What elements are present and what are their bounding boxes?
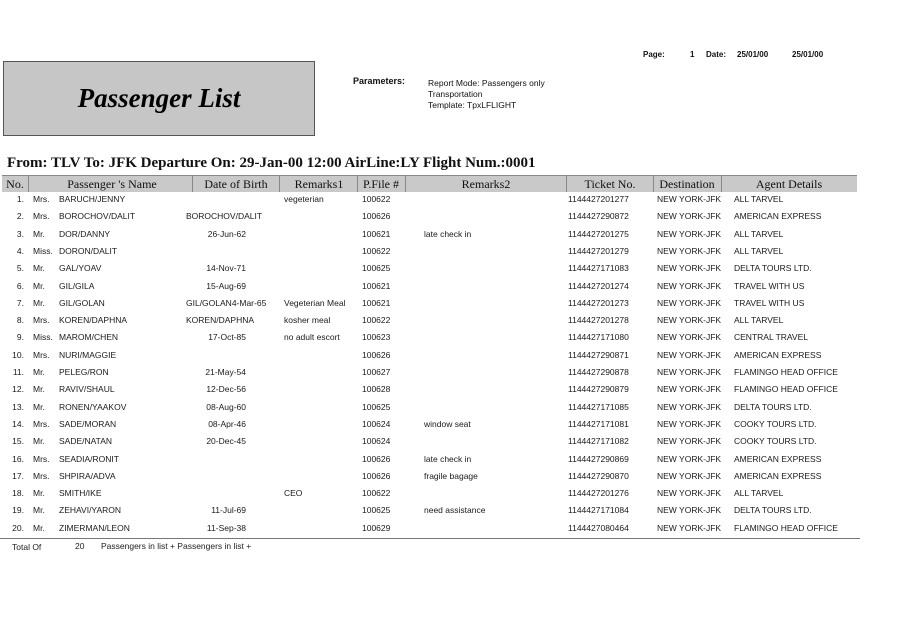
cell-destination: NEW YORK-JFK xyxy=(657,453,722,464)
cell-destination: NEW YORK-JFK xyxy=(657,194,722,204)
cell-destination: NEW YORK-JFK xyxy=(657,522,722,533)
cell-title: Mr. xyxy=(33,488,45,499)
table-row xyxy=(0,194,900,211)
cell-no: 5. xyxy=(16,263,24,274)
cell-dob: 08-Apr-46 xyxy=(208,418,246,429)
cell-destination: NEW YORK-JFK xyxy=(657,488,722,499)
cell-no: 18. xyxy=(12,488,24,499)
cell-ticket: 1144427171080 xyxy=(568,332,629,343)
cell-destination: NEW YORK-JFK xyxy=(657,436,722,447)
cell-no: 1. xyxy=(16,194,24,204)
cell-no: 16. xyxy=(12,453,24,464)
column-header-name: Passenger 's Name xyxy=(67,177,157,191)
cell-no: 3. xyxy=(16,228,24,239)
table-row xyxy=(0,246,900,263)
cell-dob: GIL/GOLAN4-Mar-65 xyxy=(186,297,267,308)
cell-agent: AMERICAN EXPRESS xyxy=(734,470,822,481)
cell-title: Mrs. xyxy=(33,349,50,360)
page-label: Page: xyxy=(643,50,665,59)
cell-pfile: 100622 xyxy=(362,245,391,256)
cell-ticket: 1144427290879 xyxy=(568,384,629,395)
cell-name: SADE/MORAN xyxy=(59,418,117,429)
cell-agent: TRAVEL WITH US xyxy=(734,297,805,308)
table-row xyxy=(0,350,900,367)
cell-pfile: 100625 xyxy=(362,505,391,516)
table-row xyxy=(0,488,900,505)
cell-agent: FLAMINGO HEAD OFFICE xyxy=(734,367,838,377)
column-header-no: No. xyxy=(6,177,24,191)
cell-name: DORON/DALIT xyxy=(59,245,118,256)
cell-ticket: 1144427201277 xyxy=(568,194,629,204)
cell-dob: 12-Dec-56 xyxy=(206,384,246,395)
cell-ticket: 1144427290878 xyxy=(568,367,629,377)
cell-no: 13. xyxy=(12,401,24,412)
cell-destination: NEW YORK-JFK xyxy=(657,349,722,360)
parameter-line: Report Mode: Passengers only xyxy=(428,78,545,88)
flight-route-line: From: TLV To: JFK Departure On: 29-Jan-00 12:00 AirLine:LY Flight Num.:0001 xyxy=(7,155,536,171)
cell-name: RONEN/YAAKOV xyxy=(59,401,127,412)
cell-name: SADE/NATAN xyxy=(59,436,113,447)
cell-no: 19. xyxy=(12,505,24,516)
cell-pfile: 100621 xyxy=(362,280,391,291)
cell-remarks1: vegeterian xyxy=(284,194,324,204)
table-row xyxy=(0,402,900,419)
cell-remarks1: CEO xyxy=(284,488,303,499)
table-row xyxy=(0,332,900,349)
cell-agent: AMERICAN EXPRESS xyxy=(734,349,822,360)
cell-name: ZIMERMAN/LEON xyxy=(59,522,130,533)
cell-pfile: 100624 xyxy=(362,436,391,447)
cell-ticket: 1144427171082 xyxy=(568,436,629,447)
cell-no: 6. xyxy=(16,280,24,291)
cell-no: 10. xyxy=(12,349,24,360)
cell-remarks2: window seat xyxy=(424,418,471,429)
cell-ticket: 1144427171083 xyxy=(568,263,629,274)
cell-destination: NEW YORK-JFK xyxy=(657,297,722,308)
cell-title: Mrs. xyxy=(33,211,50,222)
cell-no: 17. xyxy=(12,470,24,481)
cell-no: 14. xyxy=(12,418,24,429)
cell-agent: ALL TARVEL xyxy=(734,245,784,256)
cell-destination: NEW YORK-JFK xyxy=(657,401,722,412)
cell-title: Mrs. xyxy=(33,194,50,204)
cell-agent: ALL TARVEL xyxy=(734,228,784,239)
cell-agent: ALL TARVEL xyxy=(734,315,784,326)
cell-agent: DELTA TOURS LTD. xyxy=(734,401,812,412)
cell-title: Mr. xyxy=(33,522,45,533)
cell-ticket: 1144427171081 xyxy=(568,418,629,429)
cell-agent: COOKY TOURS LTD. xyxy=(734,418,817,429)
cell-agent: FLAMINGO HEAD OFFICE xyxy=(734,522,838,533)
cell-title: Mr. xyxy=(33,401,45,412)
cell-agent: ALL TARVEL xyxy=(734,488,784,499)
cell-destination: NEW YORK-JFK xyxy=(657,211,722,222)
cell-ticket: 1144427201274 xyxy=(568,280,629,291)
column-header-agent: Agent Details xyxy=(755,177,823,191)
cell-remarks2: fragile bagage xyxy=(424,470,478,481)
cell-pfile: 100622 xyxy=(362,488,391,499)
cell-pfile: 100626 xyxy=(362,349,391,360)
cell-agent: AMERICAN EXPRESS xyxy=(734,453,822,464)
cell-pfile: 100621 xyxy=(362,228,391,239)
cell-name: GIL/GOLAN xyxy=(59,297,105,308)
cell-ticket: 1144427201275 xyxy=(568,228,629,239)
cell-name: MAROM/CHEN xyxy=(59,332,119,343)
cell-name: ZEHAVI/YARON xyxy=(59,505,122,516)
cell-dob: 17-Oct-85 xyxy=(208,332,246,343)
cell-no: 2. xyxy=(16,211,24,222)
total-count: 20 xyxy=(75,541,85,551)
cell-name: BARUCH/JENNY xyxy=(59,194,126,204)
cell-name: BOROCHOV/DALIT xyxy=(59,211,136,222)
cell-pfile: 100626 xyxy=(362,453,391,464)
title-box xyxy=(3,61,315,136)
cell-agent: AMERICAN EXPRESS xyxy=(734,211,822,222)
cell-destination: NEW YORK-JFK xyxy=(657,505,722,516)
cell-ticket: 1144427171084 xyxy=(568,505,629,516)
cell-pfile: 100624 xyxy=(362,418,391,429)
date-value-2: 25/01/00 xyxy=(792,50,824,59)
cell-destination: NEW YORK-JFK xyxy=(657,418,722,429)
page-number: 1 xyxy=(690,50,695,59)
total-label: Total Of xyxy=(12,542,42,552)
cell-no: 9. xyxy=(16,332,24,343)
cell-destination: NEW YORK-JFK xyxy=(657,315,722,326)
total-text: Passengers in list + Passengers in list + xyxy=(101,541,252,551)
cell-title: Mr. xyxy=(33,263,45,274)
cell-ticket: 1144427290870 xyxy=(568,470,629,481)
cell-no: 7. xyxy=(16,297,24,308)
cell-dob: 21-May-54 xyxy=(205,367,246,377)
table-row xyxy=(0,211,900,228)
cell-ticket: 1144427201278 xyxy=(568,315,629,326)
divider xyxy=(0,538,860,539)
cell-dob: 20-Dec-45 xyxy=(206,436,246,447)
cell-no: 15. xyxy=(12,436,24,447)
cell-destination: NEW YORK-JFK xyxy=(657,280,722,291)
cell-no: 4. xyxy=(16,245,24,256)
cell-remarks1: kosher meal xyxy=(284,315,331,326)
parameters-label: Parameters: xyxy=(353,76,406,86)
cell-title: Mr. xyxy=(33,297,45,308)
cell-title: Mrs. xyxy=(33,418,50,429)
cell-name: NURI/MAGGIE xyxy=(59,349,117,360)
cell-dob: BOROCHOV/DALIT xyxy=(186,211,263,222)
table-row xyxy=(0,454,900,471)
cell-title: Mr. xyxy=(33,367,45,377)
cell-destination: NEW YORK-JFK xyxy=(657,245,722,256)
column-header-remarks1: Remarks1 xyxy=(294,177,344,191)
cell-dob: 11-Sep-38 xyxy=(206,522,246,533)
table-row xyxy=(0,367,900,384)
table-row xyxy=(0,298,900,315)
cell-pfile: 100629 xyxy=(362,522,391,533)
table-row xyxy=(0,384,900,401)
table-row xyxy=(0,436,900,453)
column-header-destination: Destination xyxy=(659,177,715,191)
table-row xyxy=(0,263,900,280)
cell-name: KOREN/DAPHNA xyxy=(59,315,128,326)
cell-title: Mr. xyxy=(33,384,45,395)
cell-ticket: 1144427290869 xyxy=(568,453,629,464)
cell-agent: CENTRAL TRAVEL xyxy=(734,332,809,343)
cell-title: Mrs. xyxy=(33,470,50,481)
cell-ticket: 1144427290872 xyxy=(568,211,629,222)
cell-title: Miss. xyxy=(33,245,53,256)
column-header-remarks2: Remarks2 xyxy=(461,177,511,191)
cell-name: SHPIRA/ADVA xyxy=(59,470,116,481)
cell-no: 12. xyxy=(12,384,24,395)
cell-ticket: 1144427201273 xyxy=(568,297,629,308)
cell-ticket: 1144427171085 xyxy=(568,401,629,412)
cell-name: SMITH/IKE xyxy=(59,488,102,499)
cell-remarks2: late check in xyxy=(424,228,472,239)
cell-pfile: 100626 xyxy=(362,470,391,481)
cell-ticket: 1144427290871 xyxy=(568,349,629,360)
cell-pfile: 100623 xyxy=(362,332,391,343)
table-row xyxy=(0,281,900,298)
cell-title: Mr. xyxy=(33,436,45,447)
cell-pfile: 100628 xyxy=(362,384,391,395)
cell-destination: NEW YORK-JFK xyxy=(657,228,722,239)
parameter-line: Transportation xyxy=(428,89,483,99)
cell-remarks1: no adult escort xyxy=(284,332,340,343)
cell-name: SEADIA/RONIT xyxy=(59,453,119,464)
cell-ticket: 1144427201279 xyxy=(568,245,629,256)
cell-pfile: 100621 xyxy=(362,297,391,308)
cell-title: Miss. xyxy=(33,332,53,343)
cell-destination: NEW YORK-JFK xyxy=(657,384,722,395)
cell-no: 20. xyxy=(12,522,24,533)
page-title: Passenger List xyxy=(77,83,241,113)
table-row xyxy=(0,505,900,522)
cell-pfile: 100625 xyxy=(362,263,391,274)
cell-title: Mr. xyxy=(33,228,45,239)
cell-name: GAL/YOAV xyxy=(59,263,102,274)
cell-dob: 26-Jun-62 xyxy=(207,228,246,239)
cell-no: 8. xyxy=(16,315,24,326)
column-header-dob: Date of Birth xyxy=(204,177,268,191)
cell-destination: NEW YORK-JFK xyxy=(657,332,722,343)
cell-agent: FLAMINGO HEAD OFFICE xyxy=(734,384,838,395)
cell-title: Mrs. xyxy=(33,453,50,464)
cell-destination: NEW YORK-JFK xyxy=(657,470,722,481)
table-header xyxy=(2,175,857,192)
cell-dob: KOREN/DAPHNA xyxy=(186,315,255,326)
cell-pfile: 100627 xyxy=(362,367,391,377)
table-row xyxy=(0,419,900,436)
cell-agent: DELTA TOURS LTD. xyxy=(734,505,812,516)
cell-no: 11. xyxy=(12,367,24,377)
cell-name: GIL/GILA xyxy=(59,280,95,291)
cell-name: RAVIV/SHAUL xyxy=(59,384,115,395)
cell-dob: 15-Aug-69 xyxy=(206,280,246,291)
cell-title: Mr. xyxy=(33,280,45,291)
cell-title: Mr. xyxy=(33,505,45,516)
date-label: Date: xyxy=(706,50,727,59)
cell-name: PELEG/RON xyxy=(59,367,109,377)
cell-destination: NEW YORK-JFK xyxy=(657,263,722,274)
column-header-ticket: Ticket No. xyxy=(584,177,636,191)
cell-ticket: 1144427201276 xyxy=(568,488,629,499)
cell-agent: ALL TARVEL xyxy=(734,194,784,204)
cell-dob: 08-Aug-60 xyxy=(206,401,246,412)
cell-pfile: 100625 xyxy=(362,401,391,412)
parameter-line: Template: TpxLFLIGHT xyxy=(428,100,517,110)
cell-dob: 14-Nov-71 xyxy=(206,263,246,274)
table-row xyxy=(0,471,900,488)
cell-pfile: 100622 xyxy=(362,315,391,326)
parameters-list xyxy=(428,78,545,111)
date-value: 25/01/00 xyxy=(737,50,769,59)
cell-destination: NEW YORK-JFK xyxy=(657,367,722,377)
cell-title: Mrs. xyxy=(33,315,50,326)
cell-remarks2: need assistance xyxy=(424,505,486,516)
cell-remarks1: Vegeterian Meal xyxy=(284,297,346,308)
table-row xyxy=(0,229,900,246)
cell-pfile: 100626 xyxy=(362,211,391,222)
cell-ticket: 1144427080464 xyxy=(568,522,629,533)
cell-dob: 11-Jul-69 xyxy=(211,505,246,516)
cell-remarks2: late check in xyxy=(424,453,472,464)
cell-name: DOR/DANNY xyxy=(59,228,111,239)
cell-pfile: 100622 xyxy=(362,194,391,204)
column-header-pfile: P.File # xyxy=(362,177,399,191)
cell-agent: TRAVEL WITH US xyxy=(734,280,805,291)
cell-agent: DELTA TOURS LTD. xyxy=(734,263,812,274)
cell-agent: COOKY TOURS LTD. xyxy=(734,436,817,447)
table-row xyxy=(0,315,900,332)
